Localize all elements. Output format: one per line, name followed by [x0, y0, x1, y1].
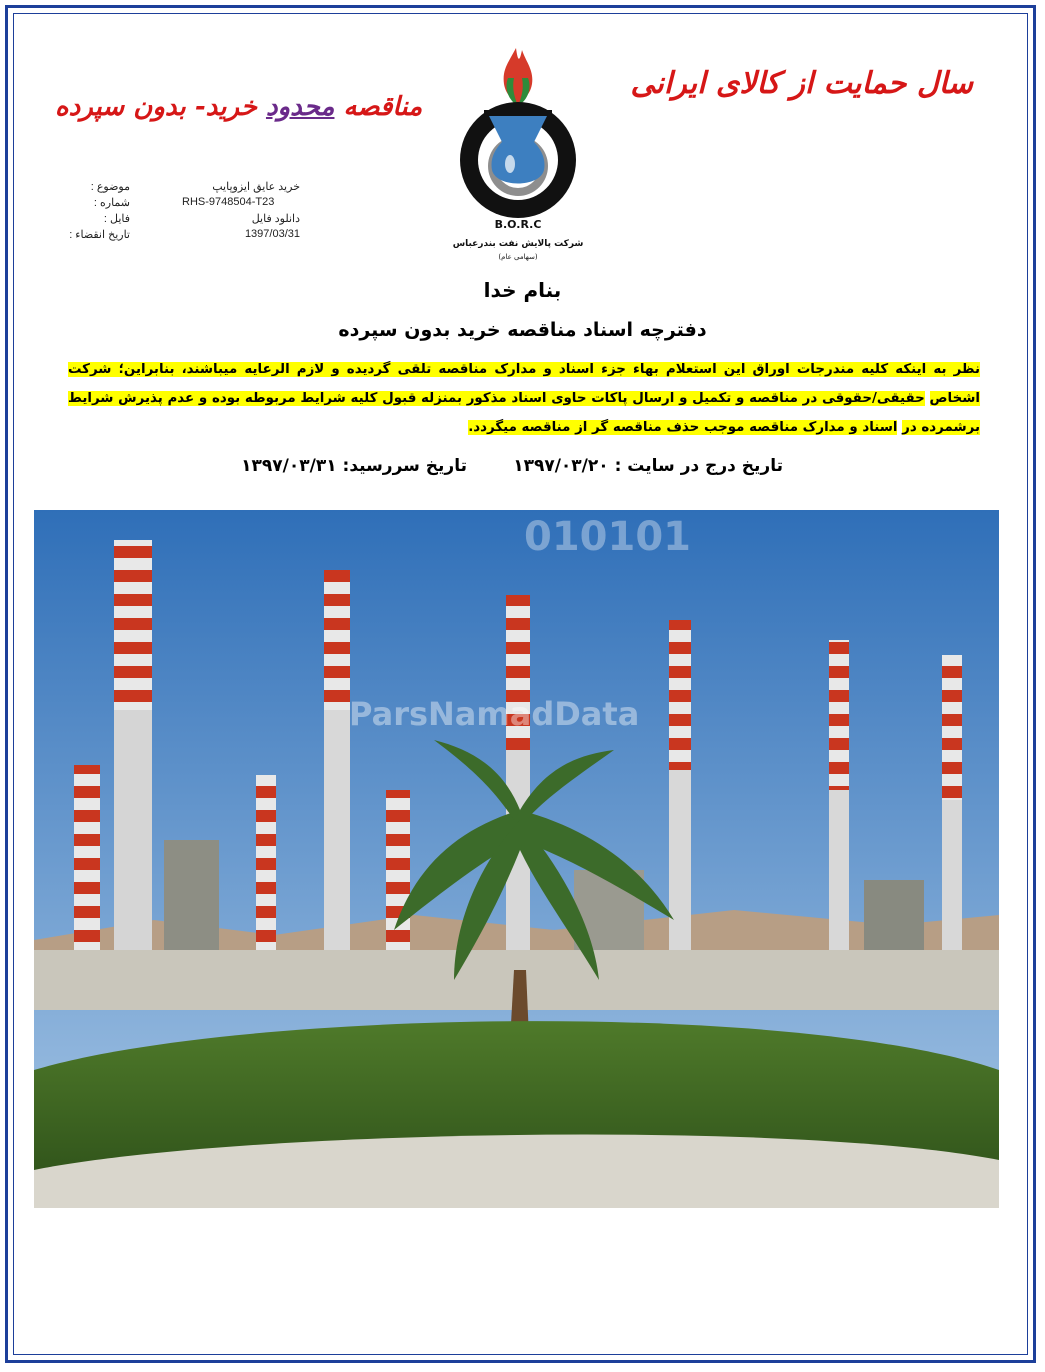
- notice-line-1: نظر به اینکه کلیه مندرجات اوراق این استعلام بهاء جزء اسناد و مدارک مناقصه تلقی گردیده و لازم الرعایه میباشند، بنابراین؛ شرکت اشخاص: [68, 362, 980, 406]
- meta-subject-value: خرید عایق ایزوپایپ: [212, 181, 300, 193]
- tender-type: [55, 92, 422, 122]
- meta-number-value: RHS-9748504-T23: [182, 196, 275, 208]
- notice-paragraph: [68, 355, 980, 442]
- date-posted: تاریخ درج در سایت : ۱۳۹۷/۰۳/۲۰: [513, 456, 783, 476]
- tender-type-suffix: خرید- بدون سپرده: [55, 92, 266, 122]
- logo-letters: B.O.R.C: [494, 218, 542, 231]
- slogan: سال حمایت از کالای ایرانی: [630, 66, 973, 101]
- logo-company-type: (سهامی عام): [498, 253, 538, 261]
- meta-row-file: [40, 212, 300, 228]
- meta-expiry-value: 1397/03/31: [244, 228, 300, 240]
- tender-type-prefix: مناقصه: [334, 92, 423, 122]
- document-title: دفترچه اسناد مناقصه خرید بدون سپرده: [338, 319, 707, 341]
- download-file-link[interactable]: دانلود فایل: [251, 213, 300, 225]
- meta-file-label: فایل :: [103, 213, 130, 225]
- notice-line-3: اسناد و مدارک مناقصه موجب حذف مناقصه گر از مناقصه میگردد.: [468, 420, 898, 435]
- tender-type-limited: محدود: [265, 92, 335, 122]
- meta-number-label: شماره :: [93, 197, 130, 209]
- notice-line-2: حقیقی/حقوقی در مناقصه و تکمیل و ارسال پاکات حاوی اسناد مذکور بمنزله قبول کلیه شرایط مربوطه بوده و عدم پذیرش شرایط برشمرده در: [68, 391, 980, 435]
- photo-watermark: ParsNamadData: [349, 695, 640, 733]
- meta-expiry-label: تاریخ انقضاء :: [69, 229, 130, 241]
- photo-watermark-digits: 010101: [524, 514, 691, 560]
- meta-subject-label: موضوع :: [90, 181, 130, 193]
- meta-row-number: [40, 196, 275, 212]
- borc-logo-icon: [438, 38, 598, 263]
- tender-dates: [0, 456, 1045, 486]
- logo-company-name: شرکت پالایش نفت بندرعباس: [452, 239, 584, 249]
- tender-meta: [40, 180, 300, 244]
- date-due: تاریخ سررسید: ۱۳۹۷/۰۳/۳۱: [241, 456, 467, 476]
- meta-row-subject: [40, 180, 300, 196]
- meta-row-expiry: [40, 228, 300, 244]
- refinery-photo: [34, 510, 999, 1208]
- basmala: بنام خدا: [483, 278, 562, 302]
